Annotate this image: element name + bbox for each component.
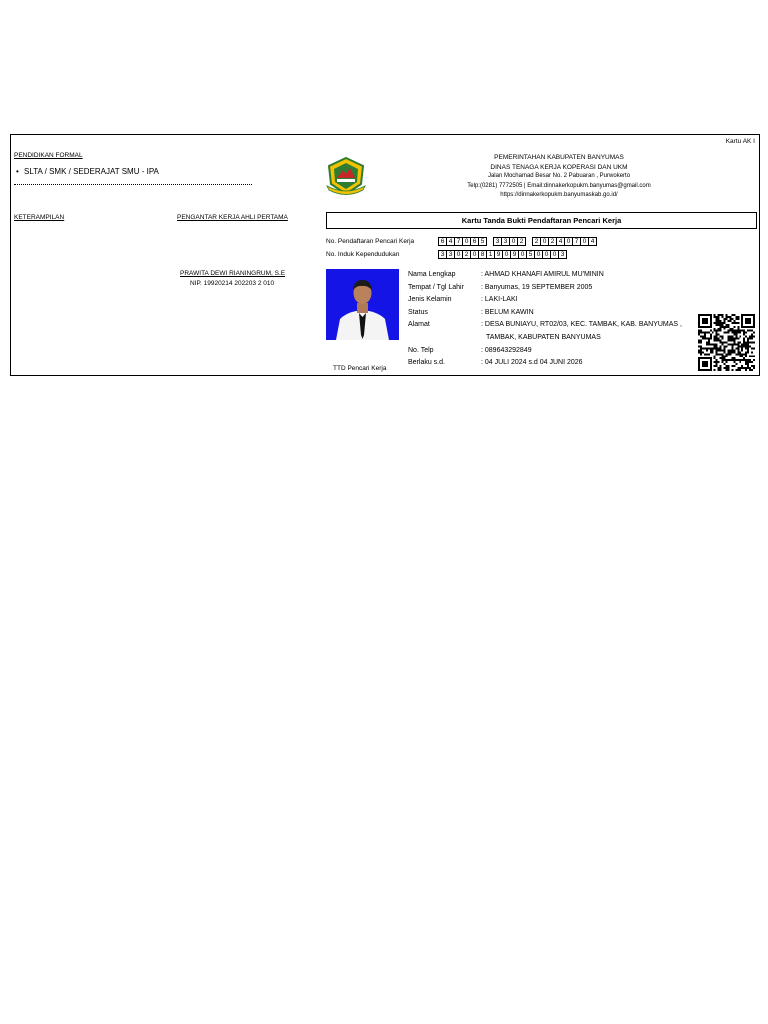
digit-cell: 4 [588, 237, 597, 246]
alamat-value-line1: : DESA BUNIAYU, RT02/03, KEC. TAMBAK, KAB. BANYUMAS , [481, 321, 682, 328]
pendidikan-item [16, 167, 159, 176]
digit-cell: 2 [462, 250, 471, 259]
digit-cell: 4 [446, 237, 455, 246]
digit-cell: 5 [526, 250, 535, 259]
berlaku-value: : 04 JULI 2024 s.d 04 JUNI 2026 [481, 359, 583, 366]
digit-cell: 8 [478, 250, 487, 259]
card-tag: Kartu AK I [725, 138, 755, 145]
digit-cell: 7 [572, 237, 581, 246]
job-seeker-card [10, 134, 760, 376]
nik-cells [439, 250, 567, 259]
digit-cell: 0 [462, 237, 471, 246]
telp-label: No. Telp [408, 347, 434, 354]
ttl-value: : Banyumas, 19 SEPTEMBER 2005 [481, 284, 593, 291]
digit-cell: 1 [486, 250, 495, 259]
digit-cell: 9 [510, 250, 519, 259]
digit-cell: 0 [580, 237, 589, 246]
jk-value: : LAKI-LAKI [481, 296, 518, 303]
digit-cell: 5 [478, 237, 487, 246]
nama-label: Nama Lengkap [408, 271, 456, 278]
digit-cell: 3 [438, 250, 447, 259]
digit-cell: 6 [470, 237, 479, 246]
header-website: https://dinnakerkopukm.banyumaskab.go.id/ [500, 192, 618, 198]
bullet-icon: • [16, 167, 19, 176]
applicant-photo [326, 269, 399, 340]
status-value: : BELUM KAWIN [481, 309, 534, 316]
keterampilan-label: KETERAMPILAN [14, 214, 65, 221]
digit-cell: 2 [548, 237, 557, 246]
banyumas-emblem-icon [325, 156, 367, 196]
digit-cell: 4 [556, 237, 565, 246]
alamat-value-line2: TAMBAK, KABUPATEN BANYUMAS [486, 334, 601, 341]
digit-cell: 3 [558, 250, 567, 259]
reg-number-label: No. Pendaftaran Pencari Kerja [326, 238, 415, 245]
digit-cell: 0 [509, 237, 518, 246]
digit-cell: 0 [454, 250, 463, 259]
telp-value: : 089643292849 [481, 347, 532, 354]
digit-cell: 0 [502, 250, 511, 259]
ttd-label: TTD Pencari Kerja [333, 365, 387, 372]
nik-label: No. Induk Kependudukan [326, 251, 400, 258]
header-line2: DINAS TENAGA KERJA KOPERASI DAN UKM [490, 163, 628, 171]
person-photo-icon [326, 269, 399, 340]
digit-cell: 3 [501, 237, 510, 246]
nama-value: : AHMAD KHANAFI AMIRUL MU'MININ [481, 271, 604, 278]
dotted-divider [14, 184, 252, 185]
header-contact: Telp:(0281) 7772505 | Email:dinnakerkopukm.banyumas@gmail.com [467, 182, 651, 189]
digit-cell: 6 [438, 237, 447, 246]
digit-cell: 3 [493, 237, 502, 246]
digit-cell: 0 [540, 237, 549, 246]
digit-cell: 9 [494, 250, 503, 259]
header-address: Jalan Mochamad Besar No. 2 Pabuaran , Purwokerto [487, 173, 631, 179]
digit-cell: 0 [564, 237, 573, 246]
digit-cell: 0 [542, 250, 551, 259]
digit-cell: 2 [532, 237, 541, 246]
digit-cell: 0 [550, 250, 559, 259]
reg-number-cells [439, 237, 597, 246]
alamat-label: Alamat [408, 321, 430, 328]
digit-cell: 0 [470, 250, 479, 259]
ttl-label: Tempat / Tgl Lahir [408, 284, 464, 291]
officer-nip: NIP. 19920214 202203 2 010 [190, 280, 275, 287]
agency-header [419, 153, 699, 201]
digit-cell: 3 [446, 250, 455, 259]
digit-cell: 0 [534, 250, 543, 259]
pendidikan-label: PENDIDIKAN FORMAL [14, 152, 83, 159]
digit-cell: 2 [517, 237, 526, 246]
digit-cell: 0 [518, 250, 527, 259]
jk-label: Jenis Kelamin [408, 296, 452, 303]
card-title: Kartu Tanda Bukti Pendaftaran Pencari Kerja [326, 212, 757, 229]
digit-cell: 7 [454, 237, 463, 246]
status-label: Status [408, 309, 428, 316]
qr-code-icon [697, 314, 756, 371]
officer-name: PRAWITA DEWI RIANINGRUM, S.E [180, 270, 286, 277]
header-line1: PEMERINTAHAN KABUPATEN BANYUMAS [494, 154, 624, 161]
pengantar-label: PENGANTAR KERJA AHLI PERTAMA [177, 214, 288, 221]
berlaku-label: Berlaku s.d. [408, 359, 445, 366]
pendidikan-item-text: SLTA / SMK / SEDERAJAT SMU - IPA [24, 167, 159, 176]
